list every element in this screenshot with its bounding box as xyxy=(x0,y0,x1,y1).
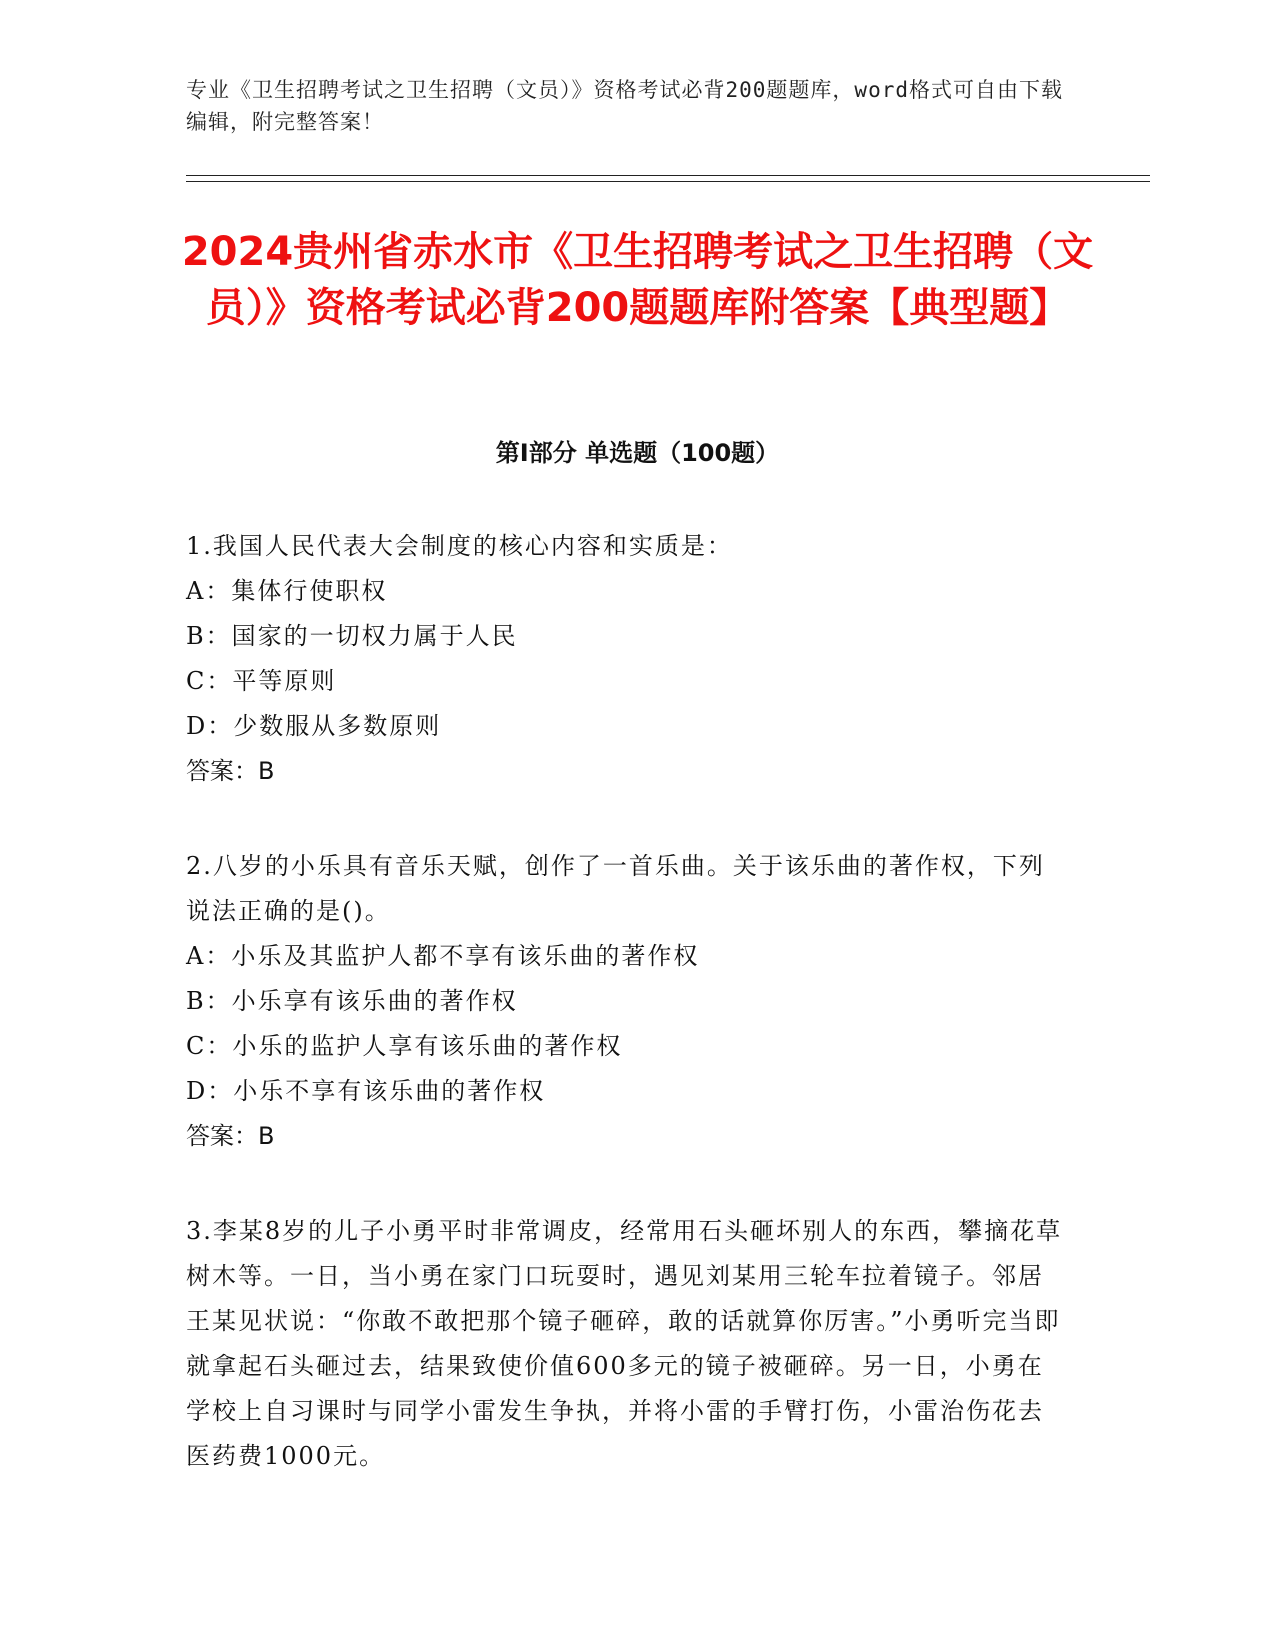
question-3 xyxy=(186,1209,1066,1479)
option-b: B：国家的一切权力属于人民 xyxy=(186,622,518,650)
question-stem: 2.八岁的小乐具有音乐天赋，创作了一首乐曲。关于该乐曲的著作权，下列说法正确的是()。 xyxy=(186,852,1045,925)
question-2 xyxy=(186,844,1066,1159)
question-1 xyxy=(186,524,1066,794)
section-heading: 第Ⅰ部分 单选题（100题） xyxy=(495,439,780,467)
document-title: 2024贵州省赤水市《卫生招聘考试之卫生招聘（文员）》资格考试必背200题题库附答案【典型题】 xyxy=(181,229,1094,331)
option-c: C：平等原则 xyxy=(186,667,337,695)
option-d: D：小乐不享有该乐曲的著作权 xyxy=(186,1077,546,1105)
header-divider-bottom xyxy=(186,181,1150,182)
question-stem: 3.李某8岁的儿子小勇平时非常调皮，经常用石头砸坏别人的东西，攀摘花草树木等。一日，当小勇在家门口玩耍时，遇见刘某用三轮车拉着镜子。邻居王某见状说：“你敢不敢把那个镜子砸碎，敢的话就算你厉害。”小勇听完当即就拿起石头砸过去，结果致使价值600多元的镜子被砸碎。另一日，小勇在学校上自习课时与同学小雷发生争执，并将小雷的手臂打伤，小雷治伤花去医药费1000元。 xyxy=(186,1217,1063,1470)
option-c: C：小乐的监护人享有该乐曲的著作权 xyxy=(186,1032,623,1060)
answer: 答案：B xyxy=(186,757,275,785)
question-stem: 1.我国人民代表大会制度的核心内容和实质是： xyxy=(186,532,733,560)
option-b: B：小乐享有该乐曲的著作权 xyxy=(186,987,518,1015)
option-a: A：小乐及其监护人都不享有该乐曲的著作权 xyxy=(186,942,700,970)
header-note: 专业《卫生招聘考试之卫生招聘（文员）》资格考试必背200题题库，word格式可自由下载编辑，附完整答案！ xyxy=(186,78,1063,134)
option-a: A：集体行使职权 xyxy=(186,577,388,605)
option-d: D：少数服从多数原则 xyxy=(186,712,442,740)
header-divider-top xyxy=(186,175,1150,176)
answer: 答案：B xyxy=(186,1122,275,1150)
